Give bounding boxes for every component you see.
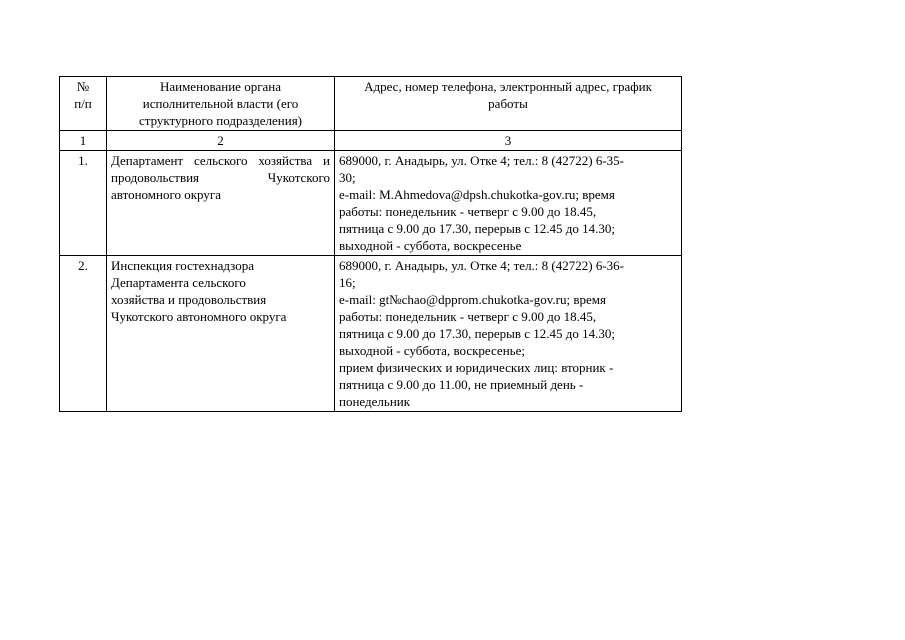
contacts-line: 689000, г. Анадырь, ул. Отке 4; тел.: 8 (42722) 6-35- — [339, 153, 624, 168]
agency-name-line: хозяйства и продовольствия — [111, 292, 267, 307]
contacts-line: пятница с 9.00 до 17.30, перерыв с 12.45 до 14.30; — [339, 326, 616, 341]
row-number-cell: 2. — [60, 256, 107, 412]
column-number-cell: 3 — [335, 131, 682, 151]
header-addr-line: Адрес, номер телефона, электронный адрес, график — [364, 79, 652, 94]
header-num-line: п/п — [74, 96, 92, 111]
agencies-table — [59, 76, 682, 412]
header-name-line: Наименование органа — [159, 79, 282, 94]
column-number-row — [60, 131, 682, 151]
contacts-line: 16; — [339, 275, 356, 290]
agency-name-cell — [107, 256, 335, 412]
contacts-line: выходной - суббота, воскресенье; — [339, 343, 525, 358]
agency-name-line: Чукотского автономного округа — [111, 309, 287, 324]
contacts-line: пятница с 9.00 до 11.00, не приемный день - — [339, 377, 584, 392]
agency-name-cell: Департамент сельского хозяйства и продовольствия Чукотского автономного округа — [107, 151, 335, 256]
contacts-line: прием физических и юридических лиц: вторник - — [339, 360, 614, 375]
contacts-line: 30; — [339, 170, 356, 185]
contacts-line: понедельник — [339, 394, 411, 409]
agency-contacts-cell — [335, 151, 682, 256]
header-name-line: структурного подразделения) — [138, 113, 303, 128]
header-row — [60, 77, 682, 131]
header-name-cell — [107, 77, 335, 131]
header-addr-cell — [335, 77, 682, 131]
table-row — [60, 151, 682, 256]
header-addr-line: работы — [488, 96, 528, 111]
contacts-line: e-mail: M.Ahmedova@dpsh.chukotka-gov.ru; время — [339, 187, 615, 202]
column-number-cell: 2 — [107, 131, 335, 151]
header-num-cell — [60, 77, 107, 131]
table-row — [60, 256, 682, 412]
row-number-cell: 1. — [60, 151, 107, 256]
column-number-cell: 1 — [60, 131, 107, 151]
header-num-line: № — [76, 79, 90, 94]
contacts-line: пятница с 9.00 до 17.30, перерыв с 12.45 до 14.30; — [339, 221, 616, 236]
agency-name-line: Департамента сельского — [111, 275, 246, 290]
contacts-line: 689000, г. Анадырь, ул. Отке 4; тел.: 8 (42722) 6-36- — [339, 258, 624, 273]
agency-contacts-cell — [335, 256, 682, 412]
header-name-line: исполнительной власти (его — [142, 96, 299, 111]
contacts-line: выходной - суббота, воскресенье — [339, 238, 522, 253]
contacts-line: e-mail: gt№chao@dpprom.chukotka-gov.ru; время — [339, 292, 606, 307]
contacts-line: работы: понедельник - четверг с 9.00 до 18.45, — [339, 204, 597, 219]
agency-name-line: Инспекция гостехнадзора — [111, 258, 255, 273]
contacts-line: работы: понедельник - четверг с 9.00 до 18.45, — [339, 309, 597, 324]
